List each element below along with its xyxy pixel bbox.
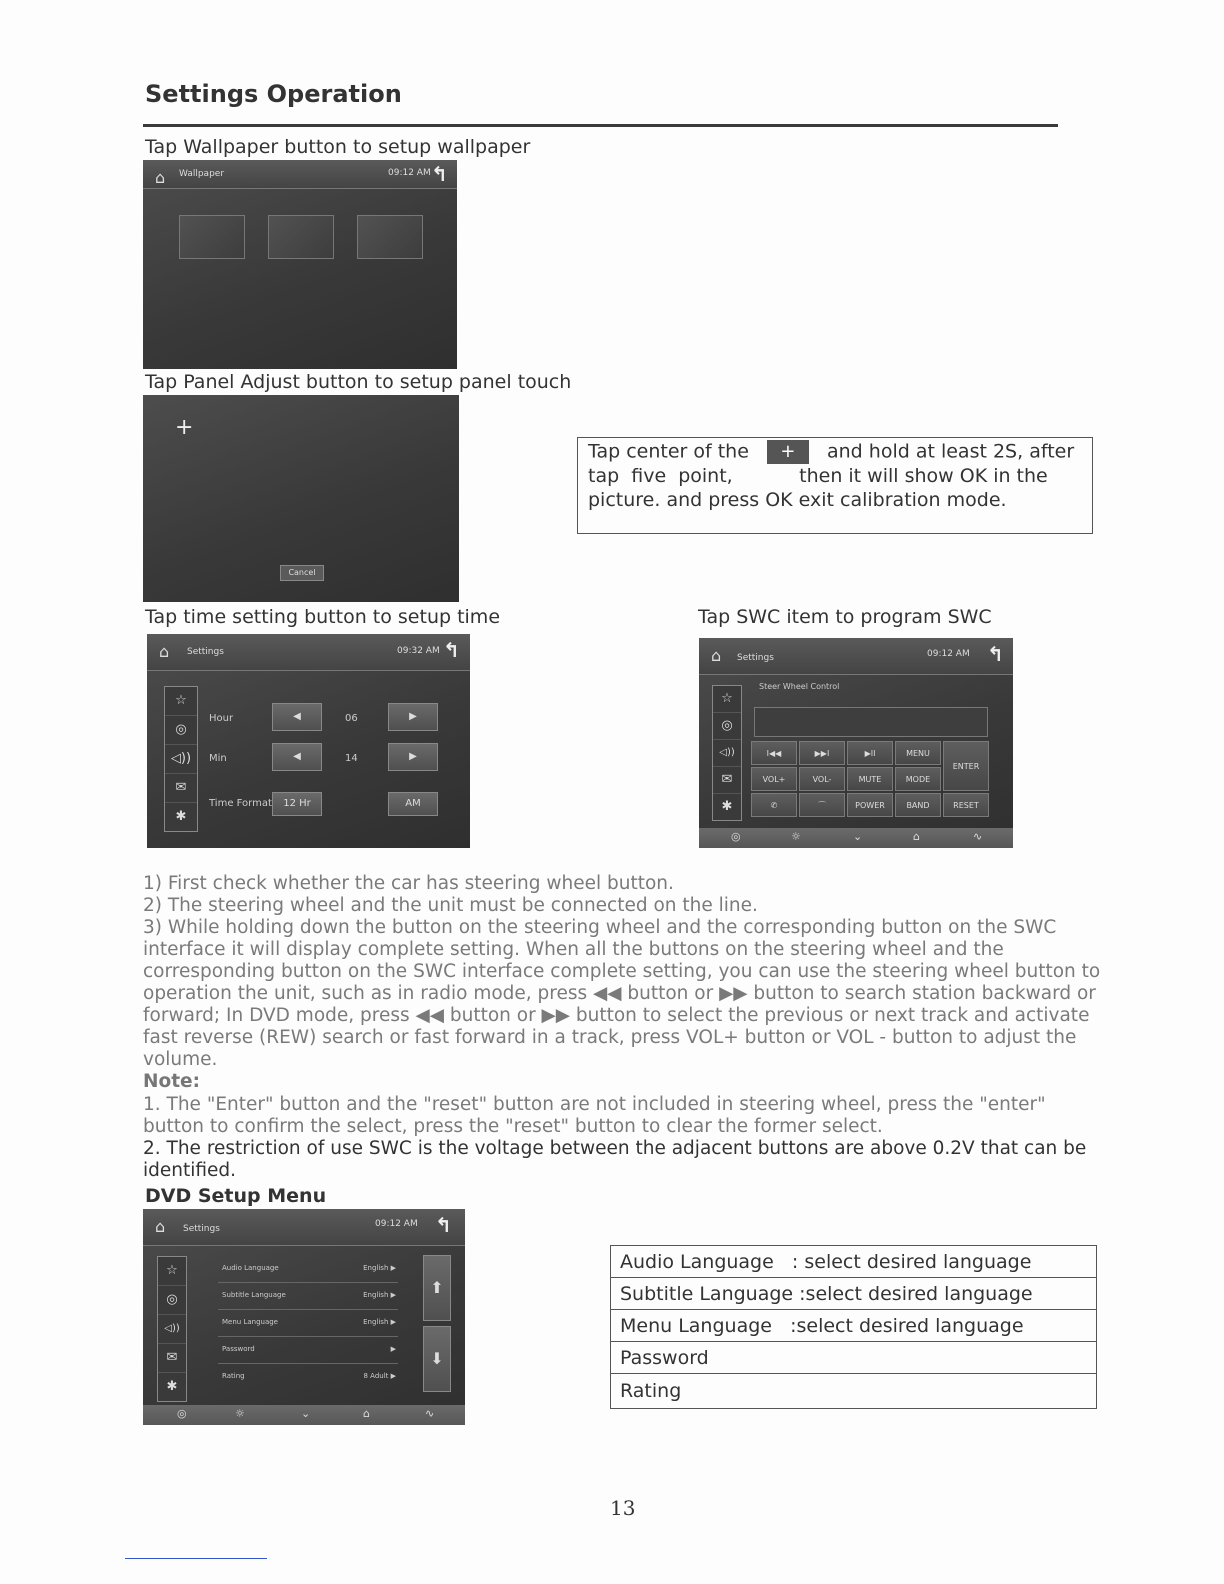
home-icon[interactable]: ⌂ (363, 1407, 370, 1420)
brightness-icon[interactable]: ☼ (791, 830, 801, 843)
swc-volup-button[interactable]: VOL+ (751, 767, 797, 791)
page-title: Settings Operation (145, 80, 402, 108)
clock: 09:32 AM (397, 646, 440, 656)
message-icon[interactable]: ✉ (158, 1344, 186, 1373)
star-icon[interactable]: ☆ (165, 687, 197, 716)
scroll-up-button[interactable] (423, 1255, 451, 1321)
swc-subtitle: Steer Wheel Control (759, 682, 840, 691)
cancel-button[interactable]: Cancel (280, 565, 324, 581)
hour-increase-button[interactable] (388, 703, 438, 731)
table-row: Menu Language :select desired language (611, 1310, 1097, 1342)
back-icon[interactable]: ↰ (987, 642, 1004, 666)
step-3-line2: interface it will display complete setting. When all the buttons on the steering wheel and the (143, 939, 1004, 960)
equalizer-icon[interactable]: ∿ (973, 830, 983, 843)
caption-panel: Tap Panel Adjust button to setup panel touch (145, 371, 572, 393)
swc-call-button[interactable] (751, 793, 797, 817)
hour-value: 06 (345, 713, 358, 724)
row-value: English ▶ (363, 1291, 396, 1299)
arrow-up-icon: ⬆ (430, 1278, 444, 1297)
home-icon[interactable]: ⌂ (155, 1217, 166, 1236)
volume-icon[interactable]: ◁)) (165, 745, 197, 774)
row-value: 8 Adult ▶ (363, 1372, 396, 1380)
dvd-row-audio[interactable] (218, 1256, 398, 1283)
settings-sidebar (157, 1256, 187, 1402)
row-value: English ▶ (363, 1264, 396, 1272)
step-3-line1: 3) While holding down the button on the steering wheel and the corresponding button on the SWC (143, 917, 1057, 938)
min-label: Min (209, 753, 227, 764)
min-value: 14 (345, 753, 358, 764)
chevron-down-icon[interactable]: ⌄ (853, 830, 863, 843)
message-icon[interactable]: ✉ (713, 767, 741, 794)
step-3-line4: operation the unit, such as in radio mode, press ◀◀ button or ▶▶ button to search station backward or (143, 983, 1096, 1004)
panel-screenshot (143, 395, 459, 602)
arrow-left-icon: ◀ (293, 751, 301, 762)
star-icon[interactable]: ☆ (158, 1257, 186, 1286)
home-icon[interactable]: ⌂ (711, 646, 722, 665)
hour-label: Hour (209, 713, 234, 724)
bottom-bar (699, 828, 1013, 848)
callout-line1a: Tap center of the (588, 440, 749, 463)
row-label: Rating (222, 1372, 245, 1380)
ampm-button[interactable]: AM (388, 792, 438, 816)
calibration-callout (577, 437, 1093, 534)
swc-screenshot (699, 638, 1013, 848)
row-label: Subtitle Language (222, 1291, 286, 1299)
wallpaper-option-1[interactable] (179, 215, 245, 259)
step-3-line5: forward; In DVD mode, press ◀◀ button or ▶▶ button to select the previous or next track and activate (143, 1005, 1090, 1026)
dvd-heading: DVD Setup Menu (145, 1185, 327, 1207)
row-value: English ▶ (363, 1318, 396, 1326)
table-row: Rating (611, 1374, 1097, 1409)
swc-enter-button[interactable]: ENTER (943, 741, 989, 791)
min-increase-button[interactable] (388, 743, 438, 771)
message-icon[interactable]: ✉ (165, 774, 197, 803)
swc-power-button[interactable]: POWER (847, 793, 893, 817)
back-icon[interactable]: ↰ (443, 638, 460, 662)
caption-swc: Tap SWC item to program SWC (698, 606, 992, 628)
row-label: Password (222, 1345, 255, 1353)
dvd-screenshot (143, 1209, 465, 1425)
note-1-line2: button to confirm the select, press the "reset" button to clear the former select. (143, 1116, 883, 1137)
footer-line (125, 1558, 267, 1559)
bluetooth-icon[interactable]: ✱ (175, 809, 187, 824)
equalizer-icon[interactable]: ∿ (425, 1407, 435, 1420)
settings-icon[interactable]: ◎ (177, 1407, 187, 1420)
page-number: 13 (610, 1496, 636, 1520)
swc-play-button[interactable]: ▶II (847, 741, 893, 765)
arrow-right-icon: ▶ (409, 751, 417, 762)
caption-wallpaper: Tap Wallpaper button to setup wallpaper (145, 136, 531, 158)
wallpaper-screenshot (143, 160, 457, 369)
clock: 09:12 AM (927, 649, 970, 659)
swc-mute-button[interactable]: MUTE (847, 767, 893, 791)
row-label: Audio Language (222, 1264, 279, 1272)
wallpaper-option-3[interactable] (357, 215, 423, 259)
swc-band-button[interactable]: BAND (895, 793, 941, 817)
language-table (610, 1245, 1097, 1409)
swc-prev-button[interactable]: I◀◀ (751, 741, 797, 765)
settings-icon[interactable]: ◎ (713, 713, 741, 740)
screen-title: Wallpaper (179, 169, 225, 179)
calibration-target[interactable]: + (175, 415, 194, 440)
row-label: Menu Language (222, 1318, 278, 1326)
step-2: 2) The steering wheel and the unit must be connected on the line. (143, 895, 758, 916)
star-icon[interactable]: ☆ (713, 686, 741, 713)
settings-icon[interactable]: ◎ (158, 1286, 186, 1315)
format-label: Time Format (209, 798, 272, 809)
dvd-row-password[interactable] (218, 1337, 398, 1364)
note-2-line1: 2. The restriction of use SWC is the voltage between the adjacent buttons are above 0.2V that can be (143, 1138, 1087, 1159)
step-1: 1) First check whether the car has steering wheel button. (143, 873, 674, 894)
arrow-down-icon: ⬇ (430, 1349, 444, 1368)
screen-title: Settings (183, 1224, 220, 1234)
swc-reset-button[interactable]: RESET (943, 793, 989, 817)
swc-mode-button[interactable]: MODE (895, 767, 941, 791)
settings-icon[interactable]: ◎ (165, 716, 197, 745)
callout-line3: picture. and press OK exit calibration mode. (588, 489, 1007, 511)
step-3-line7: volume. (143, 1049, 218, 1070)
settings-sidebar (712, 685, 742, 821)
volume-icon[interactable]: ◁)) (713, 740, 741, 767)
home-icon[interactable]: ⌂ (913, 830, 920, 843)
swc-display (754, 707, 988, 737)
time-screenshot (147, 634, 470, 848)
dvd-row-rating[interactable] (218, 1364, 398, 1390)
callout-line1b: and hold at least 2S, after (827, 440, 1075, 463)
row-value: ▶ (390, 1345, 396, 1353)
clock: 09:12 AM (375, 1219, 418, 1229)
back-icon[interactable]: ↰ (431, 162, 448, 186)
swc-voldown-button[interactable]: VOL- (799, 767, 845, 791)
plus-icon: + (767, 440, 809, 464)
volume-icon[interactable]: ◁)) (158, 1315, 186, 1344)
table-row: Password (611, 1342, 1097, 1374)
note-2-line2: identified. (143, 1160, 237, 1181)
settings-icon[interactable]: ◎ (731, 830, 741, 843)
swc-next-button[interactable]: ▶▶I (799, 741, 845, 765)
clock: 09:12 AM (388, 168, 431, 178)
format-button[interactable]: 12 Hr (272, 792, 322, 816)
note-1-line1: 1. The "Enter" button and the "reset" button are not included in steering wheel, press the "enter" (143, 1094, 1046, 1115)
callout-line2: tap five point, then it will show OK in the (588, 465, 1048, 487)
swc-menu-button[interactable]: MENU (895, 741, 941, 765)
arrow-right-icon: ▶ (409, 711, 417, 722)
chevron-down-icon[interactable]: ⌄ (301, 1407, 311, 1420)
bluetooth-icon[interactable]: ✱ (721, 799, 733, 814)
note-label: Note: (143, 1071, 200, 1092)
step-3-line3: corresponding button on the SWC interface complete setting, you can use the steering wheel button to (143, 961, 1101, 982)
title-rule (143, 124, 1058, 127)
home-icon[interactable]: ⌂ (155, 168, 166, 187)
bottom-bar (143, 1405, 465, 1425)
hour-decrease-button[interactable] (272, 703, 322, 731)
table-row: Subtitle Language :select desired language (611, 1278, 1097, 1310)
bluetooth-icon[interactable]: ✱ (166, 1379, 178, 1394)
dvd-row-menu[interactable] (218, 1310, 398, 1337)
wallpaper-option-2[interactable] (268, 215, 334, 259)
caption-time: Tap time setting button to setup time (145, 606, 501, 628)
hangup-icon: ⌒ (818, 801, 826, 810)
step-3-line6: fast reverse (REW) search or fast forward in a track, press VOL+ button or VOL - button to adjust the (143, 1027, 1077, 1048)
min-decrease-button[interactable] (272, 743, 322, 771)
screen-title: Settings (737, 653, 774, 663)
brightness-icon[interactable]: ☼ (235, 1407, 245, 1420)
table-row: Audio Language : select desired language (611, 1246, 1097, 1278)
home-icon[interactable]: ⌂ (159, 642, 170, 661)
screen-title: Settings (187, 647, 224, 657)
dvd-row-subtitle[interactable] (218, 1283, 398, 1310)
scroll-down-button[interactable] (423, 1326, 451, 1392)
back-icon[interactable]: ↰ (435, 1213, 452, 1237)
arrow-left-icon: ◀ (293, 711, 301, 722)
settings-sidebar (164, 686, 198, 832)
phone-icon: ✆ (770, 801, 778, 810)
swc-hangup-button[interactable] (799, 793, 845, 817)
